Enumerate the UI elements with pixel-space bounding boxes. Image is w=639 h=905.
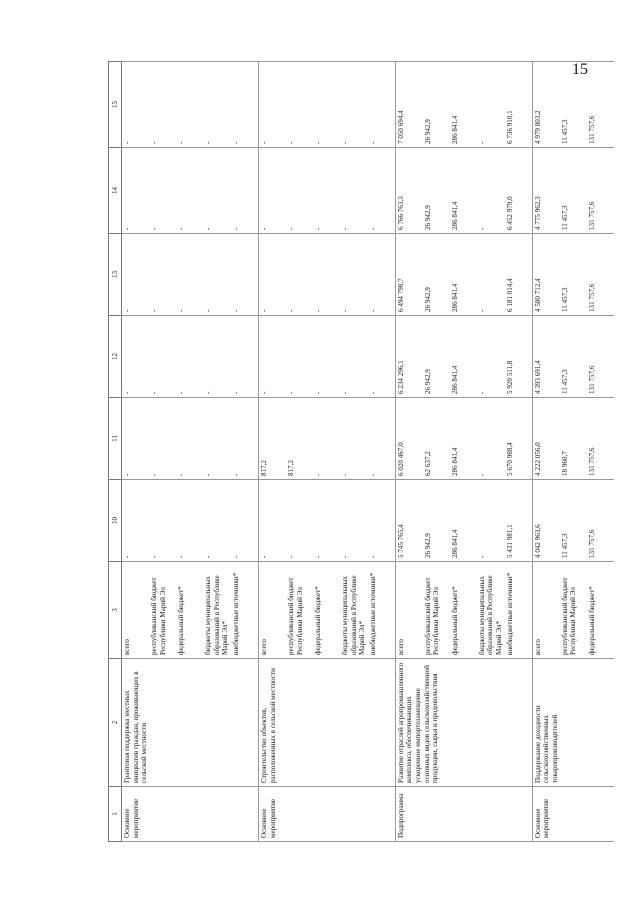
amount-cell: 4 042 963,6 xyxy=(532,480,560,562)
funding-source-cell: бюджеты муниципальных образований в Республике Марий Эл* xyxy=(340,562,368,659)
funding-source-cell: внебюджетные источники* xyxy=(368,562,396,659)
amount-cell: 6 494 798,7 xyxy=(395,234,423,316)
amount-cell: - xyxy=(313,480,340,562)
amount-cell: 4 580 712,4 xyxy=(532,234,560,316)
amount-cell: 4 222 056,0 xyxy=(532,398,560,480)
amount-cell: 6 020 467,0 xyxy=(395,398,423,480)
amount-cell: 131 757,6 xyxy=(587,62,614,148)
amount-cell: - xyxy=(258,148,286,234)
amount-cell: - xyxy=(368,480,396,562)
amount-cell: 18 960,7 xyxy=(560,398,587,480)
amount-cell: - xyxy=(203,398,231,480)
funding-source-cell: внебюджетные источники* xyxy=(505,562,533,659)
program-type-cell: Подпрограмма xyxy=(395,787,532,842)
funding-source-cell: федеральный бюджет* xyxy=(176,562,203,659)
amount-cell: - xyxy=(231,148,259,234)
funding-source-cell: бюджеты муниципальных образований в Республике Марий Эл* xyxy=(203,562,231,659)
amount-cell: - xyxy=(231,398,259,480)
amount-cell: - xyxy=(286,62,313,148)
amount-cell: - xyxy=(368,62,396,148)
amount-cell: 26 942,9 xyxy=(423,62,450,148)
amount-cell: - xyxy=(122,62,150,148)
program-type-cell: Основное мероприятие xyxy=(532,787,614,842)
amount-cell: - xyxy=(149,316,176,398)
amount-cell: - xyxy=(231,234,259,316)
amount-cell: - xyxy=(176,316,203,398)
column-header: 10 xyxy=(109,480,122,562)
amount-cell: - xyxy=(258,234,286,316)
amount-cell: - xyxy=(122,480,150,562)
amount-cell: 26 942,9 xyxy=(423,148,450,234)
amount-cell: 11 457,3 xyxy=(560,234,587,316)
amount-cell: - xyxy=(122,148,150,234)
amount-cell: - xyxy=(313,316,340,398)
amount-cell: 26 942,9 xyxy=(423,480,450,562)
amount-cell: - xyxy=(368,148,396,234)
funding-source-cell: федеральный бюджет* xyxy=(450,562,477,659)
amount-cell: 131 757,6 xyxy=(587,480,614,562)
amount-cell: - xyxy=(149,148,176,234)
column-header: 14 xyxy=(109,148,122,234)
amount-cell: 286 841,4 xyxy=(450,148,477,234)
funding-source-cell: бюджеты муниципальных образований в Республике Марий Эл* xyxy=(477,562,505,659)
table-row xyxy=(122,62,150,842)
amount-cell: 11 457,3 xyxy=(560,480,587,562)
amount-cell: - xyxy=(203,62,231,148)
amount-cell: 131 757,6 xyxy=(587,234,614,316)
amount-cell: - xyxy=(176,480,203,562)
amount-cell: - xyxy=(340,398,368,480)
amount-cell: - xyxy=(477,234,505,316)
amount-cell: 6 234 296,1 xyxy=(395,316,423,398)
amount-cell: - xyxy=(477,480,505,562)
program-name-cell: Грантовая поддержка местных инициатив граждан, проживающих в сельской местности xyxy=(122,659,259,787)
column-header: 1 xyxy=(109,787,122,842)
amount-cell: 5 670 988,4 xyxy=(505,398,533,480)
amount-cell: - xyxy=(368,398,396,480)
amount-cell: - xyxy=(340,234,368,316)
amount-cell: 26 942,9 xyxy=(423,234,450,316)
amount-cell: 286 841,4 xyxy=(450,234,477,316)
amount-cell: - xyxy=(258,316,286,398)
amount-cell: - xyxy=(231,480,259,562)
amount-cell: 4 393 691,4 xyxy=(532,316,560,398)
program-name-cell: Поддержание доходности сельскохозяйственных товаропроизводителей xyxy=(532,659,614,787)
amount-cell: 4 775 962,3 xyxy=(532,148,560,234)
amount-cell: - xyxy=(203,148,231,234)
amount-cell: 5 431 981,1 xyxy=(505,480,533,562)
amount-cell: 6 452 979,0 xyxy=(505,148,533,234)
program-type-cell: Основное мероприятие xyxy=(122,787,259,842)
amount-cell: 5 920 511,8 xyxy=(505,316,533,398)
amount-cell: - xyxy=(368,234,396,316)
amount-cell: - xyxy=(203,480,231,562)
amount-cell: - xyxy=(122,398,150,480)
amount-cell: - xyxy=(258,62,286,148)
table-row xyxy=(532,62,560,842)
amount-cell: 286 841,4 xyxy=(450,316,477,398)
amount-cell: 11 457,3 xyxy=(560,316,587,398)
funding-source-cell: республиканский бюджет Республики Марий Эл xyxy=(286,562,313,659)
amount-cell: 7 050 694,4 xyxy=(395,62,423,148)
amount-cell: - xyxy=(149,480,176,562)
funding-source-cell: республиканский бюджет Республики Марий Эл xyxy=(149,562,176,659)
amount-cell: - xyxy=(477,398,505,480)
amount-cell: 26 942,9 xyxy=(423,316,450,398)
amount-cell: - xyxy=(286,148,313,234)
amount-cell: 131 757,6 xyxy=(587,148,614,234)
amount-cell: 286 841,4 xyxy=(450,62,477,148)
column-header: 2 xyxy=(109,659,122,787)
amount-cell: - xyxy=(176,398,203,480)
amount-cell: - xyxy=(340,148,368,234)
amount-cell: 131 757,6 xyxy=(587,398,614,480)
amount-cell: - xyxy=(286,234,313,316)
funding-source-cell: всего xyxy=(258,562,286,659)
page-number: 15 xyxy=(572,61,588,78)
rotated-table-container xyxy=(108,62,628,842)
column-header: 3 xyxy=(109,562,122,659)
amount-cell: 131 757,6 xyxy=(587,316,614,398)
amount-cell: 817,2 xyxy=(258,398,286,480)
amount-cell: - xyxy=(477,316,505,398)
amount-cell: 4 979 803,2 xyxy=(532,62,560,148)
amount-cell: - xyxy=(231,316,259,398)
amount-cell: - xyxy=(477,62,505,148)
amount-cell: - xyxy=(313,148,340,234)
amount-cell: 286 841,4 xyxy=(450,480,477,562)
funding-source-cell: республиканский бюджет Республики Марий Эл xyxy=(560,562,587,659)
amount-cell: - xyxy=(313,234,340,316)
amount-cell: - xyxy=(231,62,259,148)
column-header: 15 xyxy=(109,62,122,148)
table-body xyxy=(122,62,614,842)
amount-cell: 6 766 763,3 xyxy=(395,148,423,234)
amount-cell: - xyxy=(258,480,286,562)
funding-source-cell: всего xyxy=(532,562,560,659)
amount-cell: - xyxy=(203,234,231,316)
amount-cell: - xyxy=(340,316,368,398)
column-header-row xyxy=(109,62,122,842)
amount-cell: 11 457,3 xyxy=(560,62,587,148)
amount-cell: - xyxy=(340,480,368,562)
program-name-cell: Строительство объектов, расположенных в сельской местности xyxy=(258,659,395,787)
amount-cell: - xyxy=(286,316,313,398)
program-name-cell: Развитие отраслей агропромышленного комплекса, обеспечивающих ускоренное импортозамещение основных видов сельскохозяйственной продукции, сырья и продовольствия xyxy=(395,659,532,787)
amount-cell: - xyxy=(368,316,396,398)
amount-cell: - xyxy=(149,398,176,480)
amount-cell: - xyxy=(313,62,340,148)
amount-cell: 6 736 910,1 xyxy=(505,62,533,148)
amount-cell: 11 457,3 xyxy=(560,148,587,234)
budget-table xyxy=(108,61,614,842)
amount-cell: - xyxy=(286,480,313,562)
program-type-cell: Основное мероприятие xyxy=(258,787,395,842)
funding-source-cell: внебюджетные источники* xyxy=(231,562,259,659)
amount-cell: 817,2 xyxy=(286,398,313,480)
table-row xyxy=(258,62,286,842)
amount-cell: 286 841,4 xyxy=(450,398,477,480)
column-header: 13 xyxy=(109,234,122,316)
funding-source-cell: всего xyxy=(395,562,423,659)
funding-source-cell: федеральный бюджет* xyxy=(587,562,614,659)
funding-source-cell: федеральный бюджет* xyxy=(313,562,340,659)
amount-cell: 62 637,2 xyxy=(423,398,450,480)
amount-cell: - xyxy=(313,398,340,480)
funding-source-cell: всего xyxy=(122,562,150,659)
amount-cell: - xyxy=(203,316,231,398)
amount-cell: - xyxy=(122,234,150,316)
funding-source-cell: республиканский бюджет Республики Марий Эл xyxy=(423,562,450,659)
column-header: 12 xyxy=(109,316,122,398)
amount-cell: 5 745 765,4 xyxy=(395,480,423,562)
amount-cell: - xyxy=(176,234,203,316)
amount-cell: - xyxy=(149,62,176,148)
amount-cell: - xyxy=(176,148,203,234)
amount-cell: 6 181 014,4 xyxy=(505,234,533,316)
table-row xyxy=(395,62,423,842)
amount-cell: - xyxy=(477,148,505,234)
amount-cell: - xyxy=(122,316,150,398)
amount-cell: - xyxy=(149,234,176,316)
amount-cell: - xyxy=(176,62,203,148)
column-header: 11 xyxy=(109,398,122,480)
amount-cell: - xyxy=(340,62,368,148)
